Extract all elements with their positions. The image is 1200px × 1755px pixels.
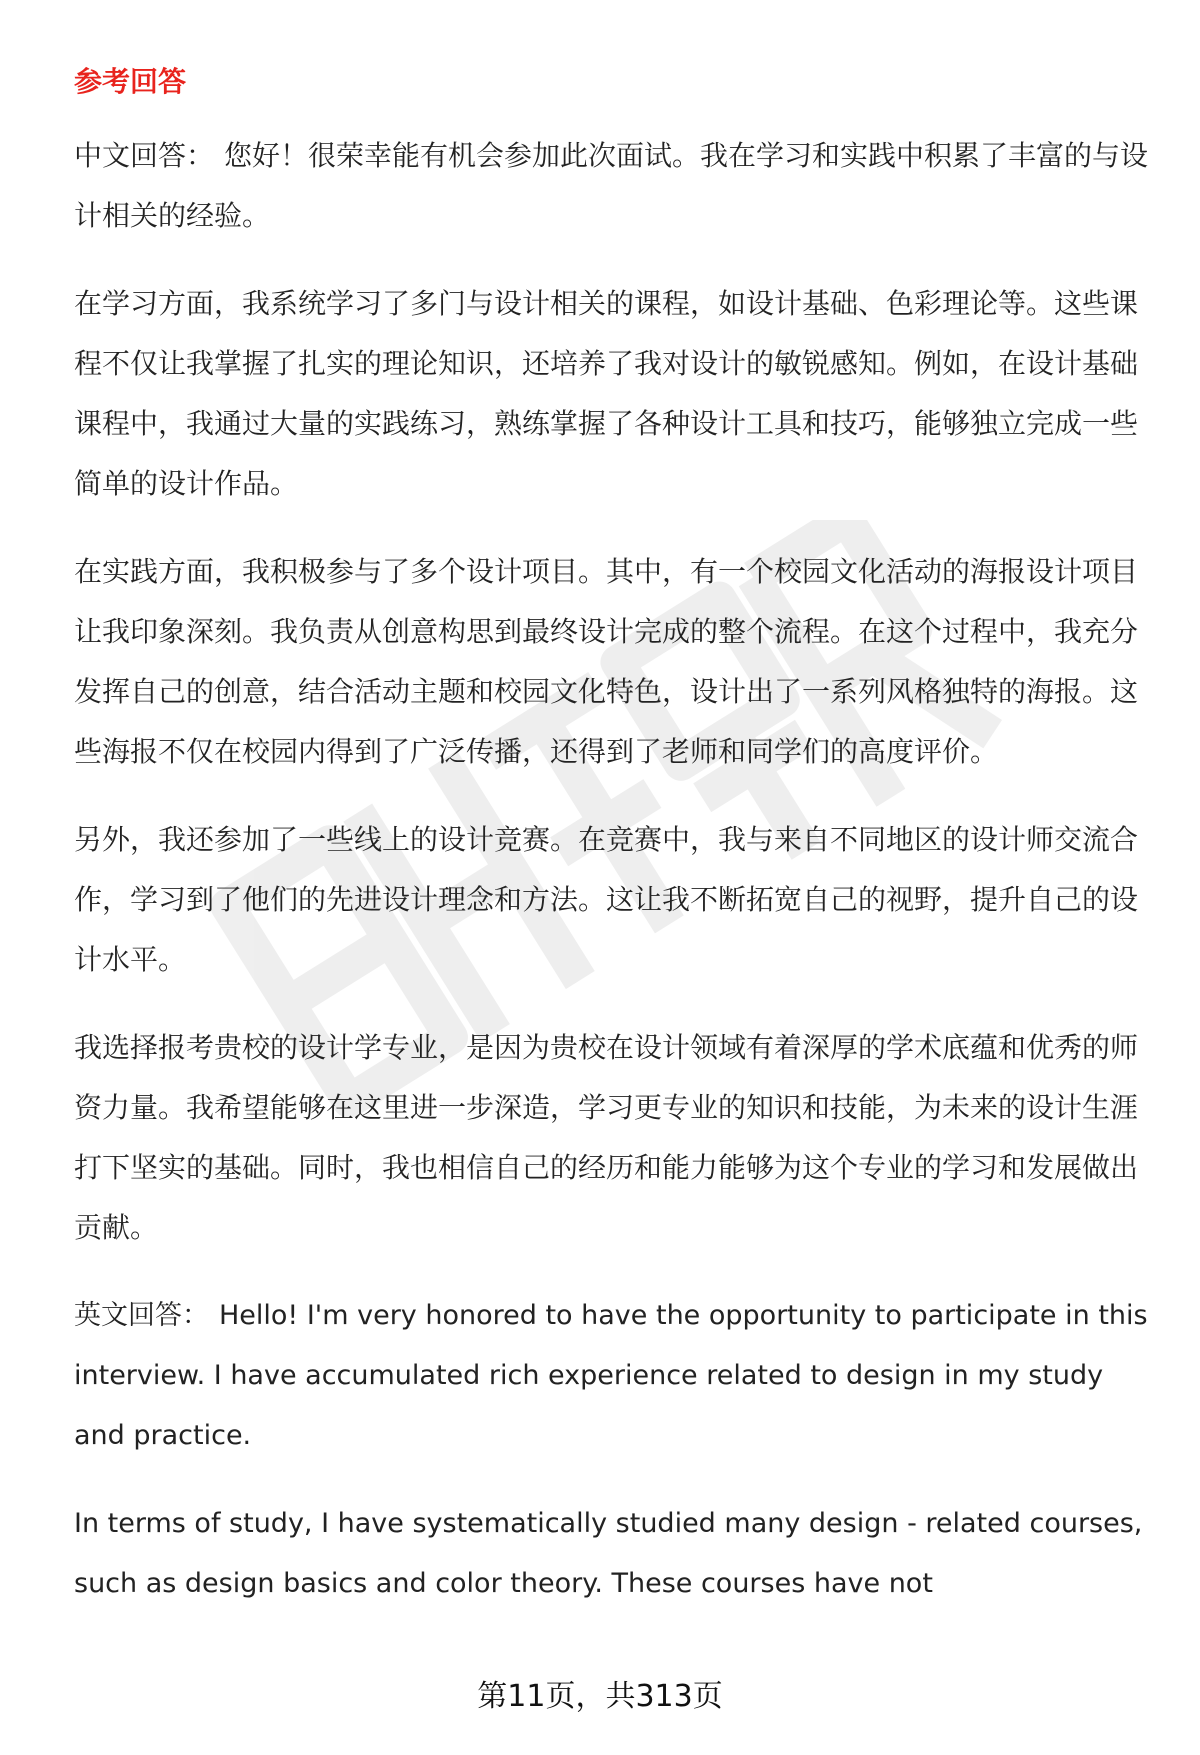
page-number: 第11页，共313页 (477, 1679, 723, 1714)
en-study-paragraph: In terms of study, I have systematically studied many design - related courses, such as design basics and color theory. These courses have not (74, 1508, 1143, 1599)
zh-competition-paragraph: 另外，我还参加了一些线上的设计竞赛。在竞赛中，我与来自不同地区的设计师交流合作，学习到了他们的先进设计理念和方法。这让我不断拓宽自己的视野，提升自己的设计水平。 (74, 823, 1139, 976)
en-intro-paragraph (74, 1286, 1154, 1466)
zh-answer-label: 中文回答： (74, 139, 215, 172)
zh-practice-paragraph: 在实践方面，我积极参与了多个设计项目。其中，有一个校园文化活动的海报设计项目让我印象深刻。我负责从创意构思到最终设计完成的整个流程。在这个过程中，我充分发挥自己的创意，结合活动主题和校园文化特色，设计出了一系列风格独特的海报。这些海报不仅在校园内得到了广泛传播，还得到了老师和同学们的高度评价。 (74, 555, 1139, 768)
section-heading: 参考回答 (74, 65, 187, 98)
document-page (74, 52, 1154, 1642)
en-intro-text: Hello! I'm very honored to have the opportunity to participate in this interview. I have accumulated rich experience related to design in my study and practice. (74, 1300, 1148, 1451)
zh-motivation-paragraph: 我选择报考贵校的设计学专业，是因为贵校在设计领域有着深厚的学术底蕴和优秀的师资力量。我希望能够在这里进一步深造，学习更专业的知识和技能，为未来的设计生涯打下坚实的基础。同时，我也相信自己的经历和能力能够为这个专业的学习和发展做出贡献。 (74, 1031, 1139, 1244)
zh-intro-paragraph (74, 126, 1154, 246)
zh-intro-text: 您好！很荣幸能有机会参加此次面试。我在学习和实践中积累了丰富的与设计相关的经验。 (74, 139, 1149, 232)
zh-study-paragraph: 在学习方面，我系统学习了多门与设计相关的课程，如设计基础、色彩理论等。这些课程不仅让我掌握了扎实的理论知识，还培养了我对设计的敏锐感知。例如，在设计基础课程中，我通过大量的实践练习，熟练掌握了各种设计工具和技巧，能够独立完成一些简单的设计作品。 (74, 287, 1139, 500)
en-answer-label: 英文回答： (74, 1300, 209, 1331)
